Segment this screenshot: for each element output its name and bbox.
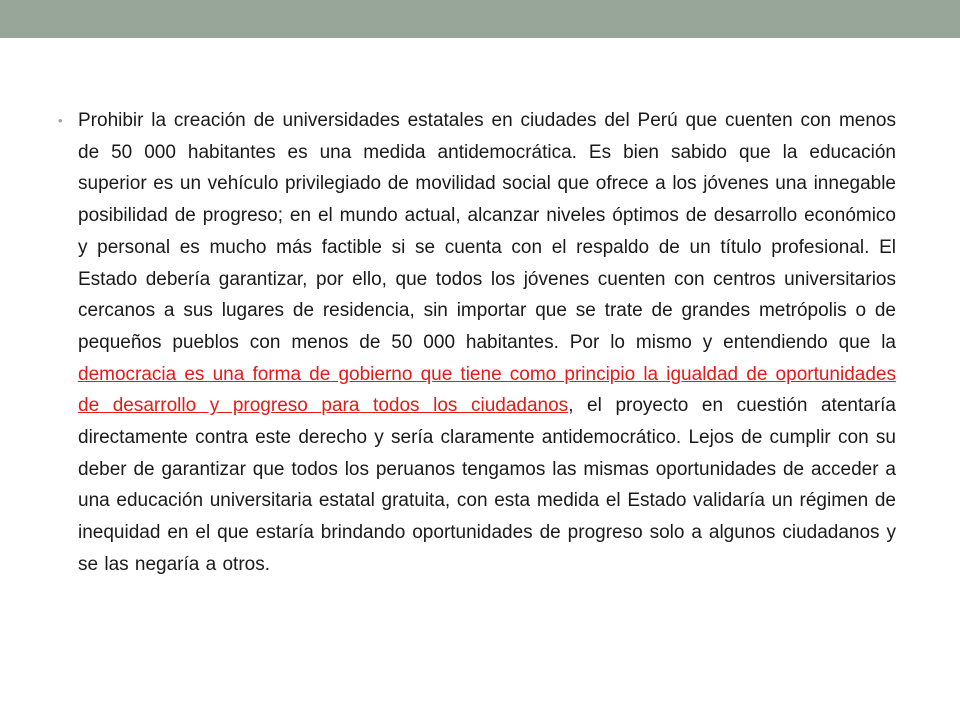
slide-content [56,105,896,581]
paragraph-text-start: Prohibir la creación de universidades estatales en ciudades del Perú que cuenten con menos de 50 000 habitantes es una medida antidemocrática. Es bien sabido que la educación superior es un vehículo privilegiado de movilidad social que ofrece a los jóvenes una innegable posibilidad de progreso; en el mundo actual, alcanzar niveles óptimos de desarrollo económico y personal es mucho más factible si se cuenta con el respaldo de un título profesional. El Estado debería garantizar, por ello, que todos los jóvenes cuenten con centros universitarios cercanos a sus lugares de residencia, sin importar que se trate de grandes metrópolis o de pequeños pueblos con menos de 50 000 habitantes. Por lo mismo y entendiendo que la [78,110,896,353]
bullet-icon: • [58,113,63,128]
top-accent-bar [0,0,960,38]
democracy-definition-link[interactable]: democracia es una forma de gobierno que tiene como principio la igualdad de oportunidades de desarrollo y progreso para todos los ciudadanos [78,363,896,417]
paragraph-text-end: , el proyecto en cuestión atentaría directamente contra este derecho y sería claramente antidemocrático. Lejos de cumplir con su deber de garantizar que todos los peruanos tengamos las mismas oportunidades de acceder a una educación universitaria estatal gratuita, con esta medida el Estado validaría un régimen de inequidad en el que estaría brindando oportunidades de progreso solo a algunos ciudadanos y se las negaría a otros. [78,395,896,575]
bullet-paragraph [56,105,896,581]
